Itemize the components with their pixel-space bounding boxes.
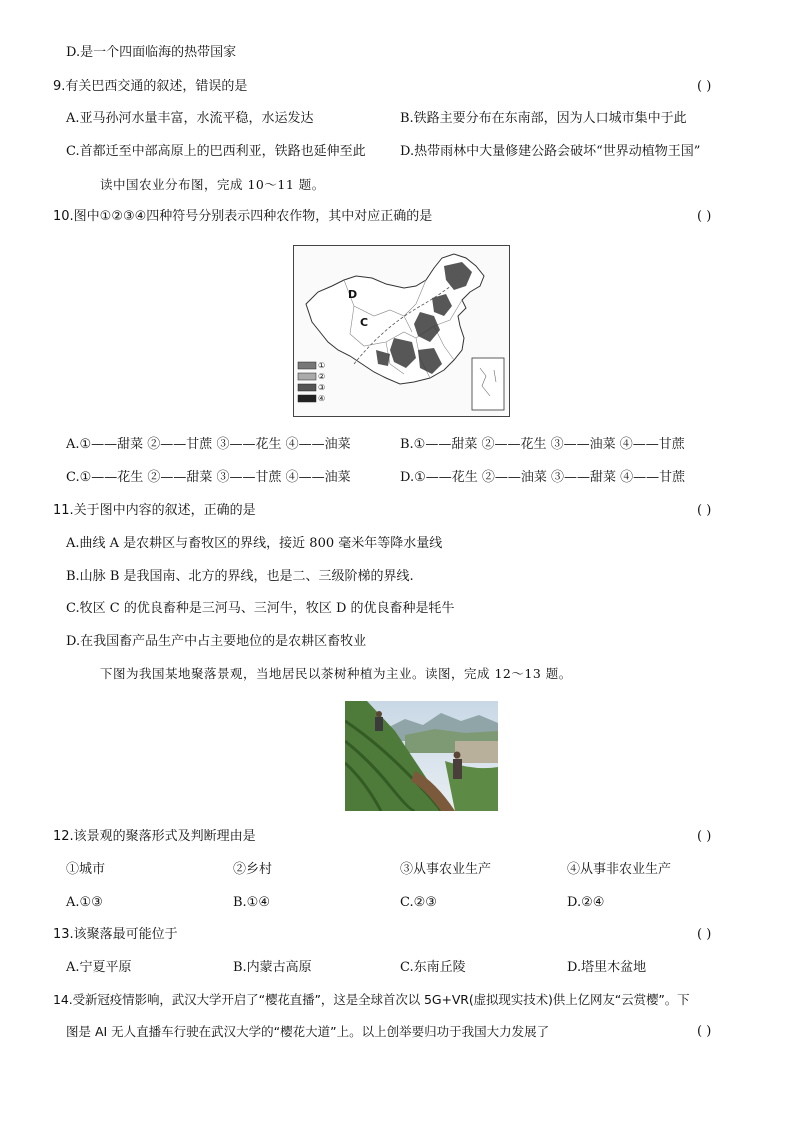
q10-option-b: B.①——甜菜 ②——花生 ③——油菜 ④——甘蔗 [400,437,685,452]
q14-stem-line1: 14.受新冠疫情影响，武汉大学开启了“樱花直播”，这是全球首次以 5G+VR(虚拟现实技术)供上亿网友“云赏樱”。下 [53,992,690,1007]
q13-option-c: C.东南丘陵 [400,960,466,975]
map-label-c: C [360,316,369,329]
q11-option-c: C.牧区 C 的优良畜种是三河马、三河牛，牧区 D 的优良畜种是牦牛 [66,601,455,616]
q10-option-c: C.①——花生 ②——甜菜 ③——甘蔗 ④——油菜 [66,470,351,485]
q13-stem: 13.该聚落最可能位于 [53,927,178,942]
q13-option-a: A.宁夏平原 [66,960,132,975]
q11-option-a: A.曲线 A 是农耕区与畜牧区的界线，接近 800 毫米年等降水量线 [66,536,443,551]
photo-drawing [345,701,498,811]
q12-item-1: ①城市 [66,862,106,877]
q12-item-2: ②乡村 [233,862,273,877]
tea-plantation-photo [345,701,498,811]
china-agriculture-map [293,245,510,417]
q10-option-d: D.①——花生 ②——油菜 ③——甜菜 ④——甘蔗 [400,470,686,485]
map-legend [298,362,316,402]
q11-answer-paren: ( ) [697,503,712,518]
legend-label-4: ④ [318,394,326,403]
q9-option-b: B.铁路主要分布在东南部，因为人口城市集中于此 [400,111,687,126]
legend-swatch-2 [298,373,316,380]
legend-label-1: ① [318,361,326,370]
q11-option-d: D.在我国畜产品生产中占主要地位的是农耕区畜牧业 [66,634,367,649]
legend-label-3: ③ [318,383,326,392]
legend-swatch-1 [298,362,316,369]
intro-12-13: 下图为我国某地聚落景观，当地居民以茶树种植为主业。读图，完成 12～13 题。 [100,666,572,681]
q9-answer-paren: ( ) [697,79,712,94]
q13-answer-paren: ( ) [697,927,712,942]
q10-option-a: A.①——甜菜 ②——甘蔗 ③——花生 ④——油菜 [66,437,351,452]
q9-option-a: A.亚马孙河水量丰富，水流平稳，水运发达 [66,111,314,126]
intro-10-11: 读中国农业分布图，完成 10～11 题。 [100,177,325,192]
q13-option-d: D.塔里木盆地 [567,960,647,975]
q12-option-a: A.①③ [66,895,103,910]
legend-label-2: ② [318,372,326,381]
q9-option-c: C.首都迁至中部高原上的巴西利亚，铁路也延伸至此 [66,144,366,159]
q12-answer-paren: ( ) [697,829,712,844]
south-china-sea-inset [472,358,504,410]
q12-option-d: D.②④ [567,895,605,910]
q12-item-3: ③从事农业生产 [400,862,492,877]
q12-option-c: C.②③ [400,895,437,910]
legend-swatch-3 [298,384,316,391]
q11-stem: 11.关于图中内容的叙述，正确的是 [53,503,256,518]
q8-option-d: D.是一个四面临海的热带国家 [66,45,237,60]
map-drawing [294,246,509,416]
q14-answer-paren: ( ) [697,1024,712,1039]
q9-option-d: D.热带雨林中大量修建公路会破坏“世界动植物王国” [400,144,701,159]
q9-stem: 9.有关巴西交通的叙述，错误的是 [53,79,248,94]
q14-stem-line2: 图是 AI 无人直播车行驶在武汉大学的“樱花大道”上。以上创举要归功于我国大力发展了 [66,1024,550,1039]
q12-option-b: B.①④ [233,895,270,910]
q12-stem: 12.该景观的聚落形式及判断理由是 [53,829,256,844]
legend-swatch-4 [298,395,316,402]
q10-stem: 10.图中①②③④四种符号分别表示四种农作物，其中对应正确的是 [53,209,433,224]
q11-option-b: B.山脉 B 是我国南、北方的界线，也是二、三级阶梯的界线. [66,569,414,584]
q13-option-b: B.内蒙古高原 [233,960,312,975]
map-label-d: D [348,288,358,301]
q10-answer-paren: ( ) [697,209,712,224]
q12-item-4: ④从事非农业生产 [567,862,672,877]
